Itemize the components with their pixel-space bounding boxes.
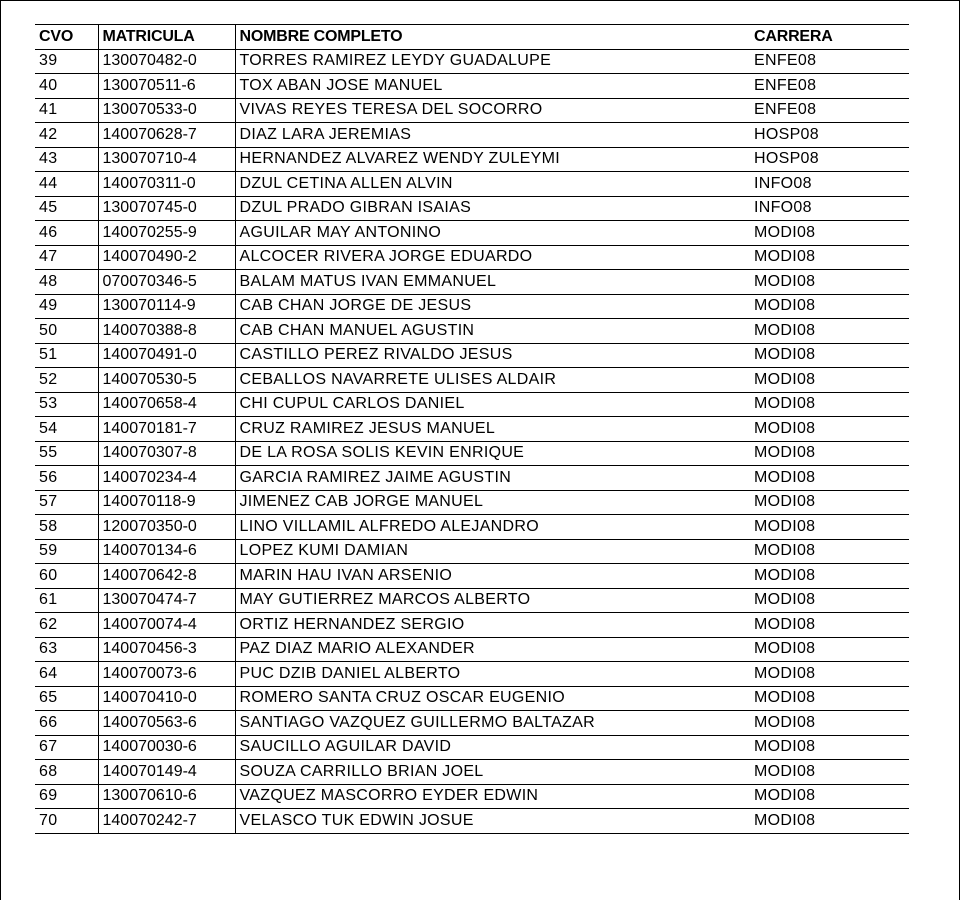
row-cvo: 56: [35, 466, 98, 491]
table-row: [35, 319, 909, 344]
row-carrera: MODI08: [750, 368, 909, 393]
row-carrera: MODI08: [750, 466, 909, 491]
row-carrera: MODI08: [750, 760, 909, 785]
row-nombre: SANTIAGO VAZQUEZ GUILLERMO BALTAZAR: [235, 711, 750, 736]
header-carrera: CARRERA: [750, 25, 909, 50]
row-carrera: ENFE08: [750, 49, 909, 74]
row-carrera: MODI08: [750, 294, 909, 319]
row-matricula: 140070255-9: [98, 221, 235, 246]
row-matricula: 140070118-9: [98, 490, 235, 515]
row-cvo: 40: [35, 74, 98, 99]
row-carrera: INFO08: [750, 172, 909, 197]
row-cvo: 67: [35, 735, 98, 760]
row-nombre: VAZQUEZ MASCORRO EYDER EDWIN: [235, 784, 750, 809]
table-row: [35, 172, 909, 197]
row-nombre: ALCOCER RIVERA JORGE EDUARDO: [235, 245, 750, 270]
table-row: [35, 686, 909, 711]
table-row: [35, 74, 909, 99]
row-nombre: CRUZ RAMIREZ JESUS MANUEL: [235, 417, 750, 442]
row-cvo: 53: [35, 392, 98, 417]
row-matricula: 140070563-6: [98, 711, 235, 736]
row-matricula: 140070530-5: [98, 368, 235, 393]
row-nombre: VIVAS REYES TERESA DEL SOCORRO: [235, 98, 750, 123]
row-carrera: MODI08: [750, 588, 909, 613]
row-cvo: 39: [35, 49, 98, 74]
row-nombre: PAZ DIAZ MARIO ALEXANDER: [235, 637, 750, 662]
row-nombre: CAB CHAN MANUEL AGUSTIN: [235, 319, 750, 344]
row-cvo: 66: [35, 711, 98, 736]
row-carrera: MODI08: [750, 417, 909, 442]
row-carrera: MODI08: [750, 613, 909, 638]
row-nombre: SAUCILLO AGUILAR DAVID: [235, 735, 750, 760]
row-nombre: BALAM MATUS IVAN EMMANUEL: [235, 270, 750, 295]
row-matricula: 140070181-7: [98, 417, 235, 442]
table-row: [35, 588, 909, 613]
row-matricula: 140070074-4: [98, 613, 235, 638]
row-nombre: CEBALLOS NAVARRETE ULISES ALDAIR: [235, 368, 750, 393]
table-row: [35, 196, 909, 221]
row-cvo: 61: [35, 588, 98, 613]
row-cvo: 69: [35, 784, 98, 809]
row-matricula: 140070307-8: [98, 441, 235, 466]
table-row: [35, 637, 909, 662]
row-matricula: 140070491-0: [98, 343, 235, 368]
table-row: [35, 613, 909, 638]
row-matricula: 130070533-0: [98, 98, 235, 123]
row-matricula: 140070490-2: [98, 245, 235, 270]
row-cvo: 49: [35, 294, 98, 319]
row-nombre: HERNANDEZ ALVAREZ WENDY ZULEYMI: [235, 147, 750, 172]
table-row: [35, 294, 909, 319]
table-row: [35, 466, 909, 491]
header-nombre: NOMBRE COMPLETO: [235, 25, 750, 50]
table-row: [35, 809, 909, 834]
row-matricula: 140070030-6: [98, 735, 235, 760]
row-matricula: 140070311-0: [98, 172, 235, 197]
row-cvo: 48: [35, 270, 98, 295]
row-matricula: 130070511-6: [98, 74, 235, 99]
row-matricula: 130070610-6: [98, 784, 235, 809]
row-carrera: MODI08: [750, 735, 909, 760]
table-row: [35, 49, 909, 74]
row-matricula: 130070482-0: [98, 49, 235, 74]
table-row: [35, 564, 909, 589]
row-carrera: MODI08: [750, 441, 909, 466]
row-nombre: DIAZ LARA JEREMIAS: [235, 123, 750, 148]
row-cvo: 70: [35, 809, 98, 834]
row-cvo: 64: [35, 662, 98, 687]
row-matricula: 140070628-7: [98, 123, 235, 148]
row-cvo: 59: [35, 539, 98, 564]
row-matricula: 140070388-8: [98, 319, 235, 344]
row-matricula: 130070474-7: [98, 588, 235, 613]
table-row: [35, 515, 909, 540]
row-carrera: MODI08: [750, 392, 909, 417]
row-nombre: CAB CHAN JORGE DE JESUS: [235, 294, 750, 319]
row-cvo: 51: [35, 343, 98, 368]
row-nombre: DE LA ROSA SOLIS KEVIN ENRIQUE: [235, 441, 750, 466]
row-matricula: 120070350-0: [98, 515, 235, 540]
row-matricula: 140070642-8: [98, 564, 235, 589]
row-nombre: ORTIZ HERNANDEZ SERGIO: [235, 613, 750, 638]
roster-body: [35, 49, 909, 833]
row-cvo: 57: [35, 490, 98, 515]
row-cvo: 58: [35, 515, 98, 540]
table-row: [35, 662, 909, 687]
row-carrera: HOSP08: [750, 147, 909, 172]
row-matricula: 140070658-4: [98, 392, 235, 417]
row-carrera: MODI08: [750, 784, 909, 809]
row-nombre: ROMERO SANTA CRUZ OSCAR EUGENIO: [235, 686, 750, 711]
table-row: [35, 784, 909, 809]
header-matricula: MATRICULA: [98, 25, 235, 50]
row-carrera: INFO08: [750, 196, 909, 221]
table-row: [35, 343, 909, 368]
row-nombre: MARIN HAU IVAN ARSENIO: [235, 564, 750, 589]
row-cvo: 63: [35, 637, 98, 662]
table-row: [35, 711, 909, 736]
table-row: [35, 98, 909, 123]
row-cvo: 41: [35, 98, 98, 123]
row-nombre: LINO VILLAMIL ALFREDO ALEJANDRO: [235, 515, 750, 540]
row-carrera: MODI08: [750, 539, 909, 564]
row-carrera: MODI08: [750, 515, 909, 540]
table-row: [35, 417, 909, 442]
row-carrera: MODI08: [750, 711, 909, 736]
table-row: [35, 270, 909, 295]
row-carrera: MODI08: [750, 662, 909, 687]
row-carrera: MODI08: [750, 270, 909, 295]
row-nombre: GARCIA RAMIREZ JAIME AGUSTIN: [235, 466, 750, 491]
row-matricula: 140070149-4: [98, 760, 235, 785]
row-cvo: 50: [35, 319, 98, 344]
row-nombre: DZUL PRADO GIBRAN ISAIAS: [235, 196, 750, 221]
row-matricula: 140070242-7: [98, 809, 235, 834]
row-carrera: MODI08: [750, 637, 909, 662]
row-cvo: 60: [35, 564, 98, 589]
row-carrera: MODI08: [750, 343, 909, 368]
row-carrera: MODI08: [750, 319, 909, 344]
row-nombre: LOPEZ KUMI DAMIAN: [235, 539, 750, 564]
row-carrera: HOSP08: [750, 123, 909, 148]
row-nombre: TOX ABAN JOSE MANUEL: [235, 74, 750, 99]
table-row: [35, 539, 909, 564]
row-carrera: MODI08: [750, 686, 909, 711]
row-nombre: VELASCO TUK EDWIN JOSUE: [235, 809, 750, 834]
row-cvo: 46: [35, 221, 98, 246]
row-matricula: 130070710-4: [98, 147, 235, 172]
row-nombre: JIMENEZ CAB JORGE MANUEL: [235, 490, 750, 515]
row-nombre: AGUILAR MAY ANTONINO: [235, 221, 750, 246]
row-matricula: 140070134-6: [98, 539, 235, 564]
table-row: [35, 760, 909, 785]
row-nombre: CHI CUPUL CARLOS DANIEL: [235, 392, 750, 417]
row-matricula: 140070410-0: [98, 686, 235, 711]
row-nombre: CASTILLO PEREZ RIVALDO JESUS: [235, 343, 750, 368]
table-row: [35, 147, 909, 172]
header-cvo: CVO: [35, 25, 98, 50]
row-nombre: SOUZA CARRILLO BRIAN JOEL: [235, 760, 750, 785]
header-row: [35, 25, 909, 50]
table-row: [35, 392, 909, 417]
student-roster-table: [35, 24, 909, 834]
row-cvo: 65: [35, 686, 98, 711]
table-row: [35, 221, 909, 246]
row-matricula: 140070234-4: [98, 466, 235, 491]
row-carrera: MODI08: [750, 245, 909, 270]
row-cvo: 52: [35, 368, 98, 393]
table-row: [35, 441, 909, 466]
row-carrera: ENFE08: [750, 74, 909, 99]
row-cvo: 42: [35, 123, 98, 148]
table-row: [35, 735, 909, 760]
row-cvo: 43: [35, 147, 98, 172]
row-matricula: 070070346-5: [98, 270, 235, 295]
row-nombre: MAY GUTIERREZ MARCOS ALBERTO: [235, 588, 750, 613]
table-row: [35, 123, 909, 148]
row-cvo: 47: [35, 245, 98, 270]
row-matricula: 130070114-9: [98, 294, 235, 319]
row-nombre: PUC DZIB DANIEL ALBERTO: [235, 662, 750, 687]
row-matricula: 140070073-6: [98, 662, 235, 687]
row-cvo: 44: [35, 172, 98, 197]
row-nombre: TORRES RAMIREZ LEYDY GUADALUPE: [235, 49, 750, 74]
row-carrera: MODI08: [750, 490, 909, 515]
row-cvo: 45: [35, 196, 98, 221]
row-matricula: 140070456-3: [98, 637, 235, 662]
row-cvo: 62: [35, 613, 98, 638]
table-row: [35, 245, 909, 270]
row-cvo: 68: [35, 760, 98, 785]
table-row: [35, 368, 909, 393]
row-cvo: 54: [35, 417, 98, 442]
row-cvo: 55: [35, 441, 98, 466]
row-carrera: MODI08: [750, 564, 909, 589]
row-carrera: MODI08: [750, 809, 909, 834]
row-carrera: MODI08: [750, 221, 909, 246]
row-matricula: 130070745-0: [98, 196, 235, 221]
row-carrera: ENFE08: [750, 98, 909, 123]
table-row: [35, 490, 909, 515]
row-nombre: DZUL CETINA ALLEN ALVIN: [235, 172, 750, 197]
